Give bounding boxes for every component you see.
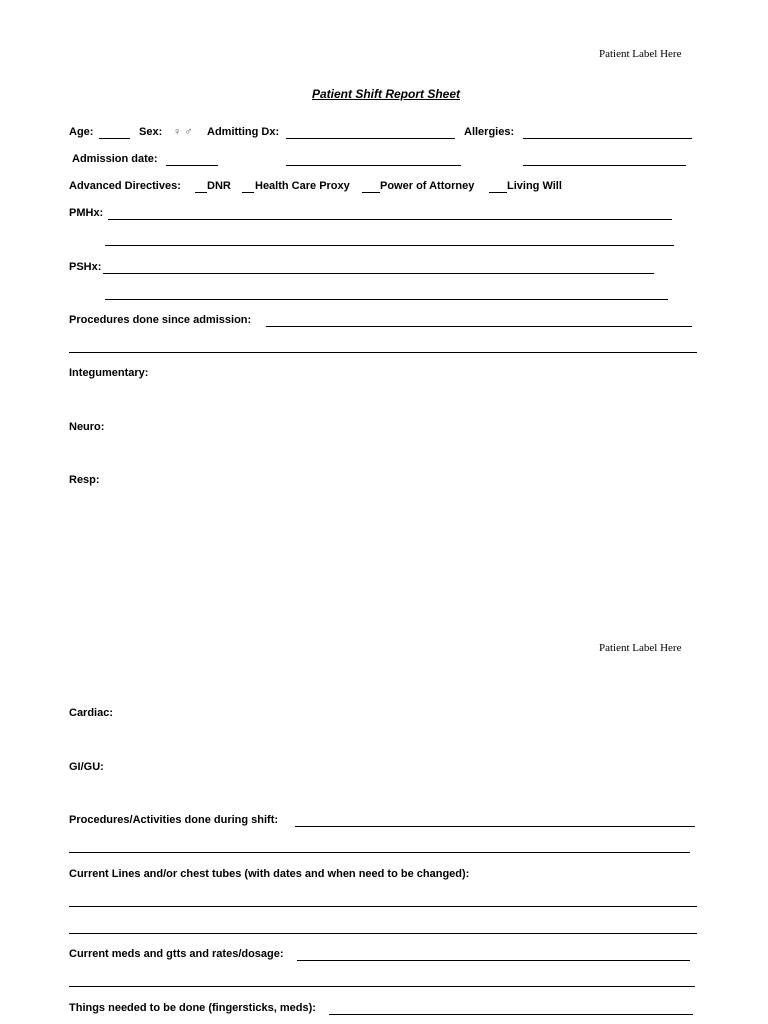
age-label: Age: [69, 126, 94, 138]
allergies-field[interactable] [523, 138, 692, 139]
admission-date-field[interactable] [166, 165, 218, 166]
dnr-blank[interactable] [195, 192, 207, 193]
current-lines-field-2[interactable] [69, 933, 697, 934]
admitting-dx-field-2[interactable] [286, 165, 461, 166]
neuro-label: Neuro: [69, 421, 105, 433]
pmhx-label: PMHx: [69, 207, 104, 219]
things-needed-label: Things needed to be done (fingersticks, meds): [69, 1002, 316, 1014]
pmhx-field[interactable] [108, 219, 672, 220]
power-of-attorney-blank[interactable] [362, 192, 380, 193]
procedures-since-admission-field[interactable] [266, 326, 692, 327]
age-field[interactable] [99, 138, 130, 139]
procedures-during-shift-field-2[interactable] [69, 852, 690, 853]
things-needed-field[interactable] [329, 1014, 693, 1015]
cardiac-label: Cardiac: [69, 707, 114, 719]
admitting-dx-field[interactable] [286, 138, 455, 139]
sex-symbols[interactable]: ♀ ♂ [173, 126, 193, 138]
advanced-directives-label: Advanced Directives: [69, 180, 181, 192]
procedures-during-shift-label: Procedures/Activities done during shift: [69, 814, 279, 826]
power-of-attorney-option: Power of Attorney [380, 180, 475, 192]
pshx-field[interactable] [103, 273, 654, 274]
pshx-label: PSHx: [69, 261, 102, 273]
current-meds-field-2[interactable] [69, 986, 695, 987]
current-lines-field[interactable] [69, 906, 697, 907]
patient-label-placeholder-2: Patient Label Here [599, 642, 682, 654]
admission-date-label: Admission date: [72, 153, 158, 165]
procedures-since-admission-label: Procedures done since admission: [69, 314, 252, 326]
sex-label: Sex: [139, 126, 163, 138]
procedures-during-shift-field[interactable] [295, 826, 695, 827]
procedures-since-admission-field-2[interactable] [69, 352, 697, 353]
gi-gu-label: GI/GU: [69, 761, 104, 773]
pmhx-field-2[interactable] [105, 245, 674, 246]
resp-label: Resp: [69, 474, 100, 486]
current-lines-label: Current Lines and/or chest tubes (with dates and when need to be changed): [69, 868, 470, 880]
dnr-option: DNR [207, 180, 231, 192]
allergies-field-2[interactable] [523, 165, 686, 166]
health-care-proxy-blank[interactable] [242, 192, 254, 193]
pshx-field-2[interactable] [105, 299, 668, 300]
current-meds-label: Current meds and gtts and rates/dosage: [69, 948, 284, 960]
form-title: Patient Shift Report Sheet [312, 87, 461, 101]
living-will-option: Living Will [507, 180, 562, 192]
current-meds-field[interactable] [297, 960, 690, 961]
living-will-blank[interactable] [489, 192, 507, 193]
patient-label-placeholder: Patient Label Here [599, 48, 682, 60]
integumentary-label: Integumentary: [69, 367, 149, 379]
allergies-label: Allergies: [464, 126, 515, 138]
health-care-proxy-option: Health Care Proxy [255, 180, 350, 192]
admitting-dx-label: Admitting Dx: [207, 126, 280, 138]
